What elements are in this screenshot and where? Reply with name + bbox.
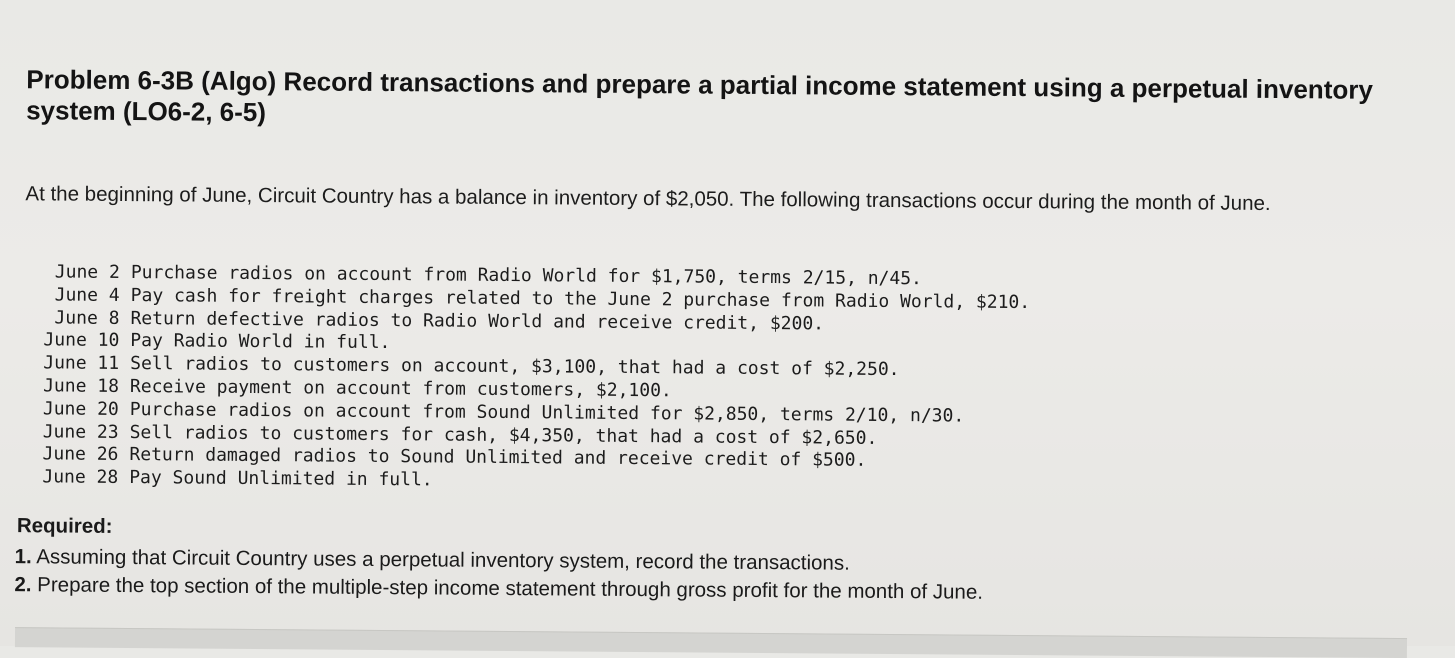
transaction-description: Return damaged radios to Sound Unlimited and receive credit of $500. bbox=[129, 444, 867, 472]
transaction-date: June 2 bbox=[54, 261, 120, 283]
transaction-description: Sell radios to customers for cash, $4,350, that had a cost of $2,650. bbox=[129, 421, 878, 449]
transaction-date: June 20 bbox=[42, 398, 119, 420]
transaction-date: June 23 bbox=[42, 420, 119, 443]
transaction-date: June 26 bbox=[42, 443, 119, 466]
transaction-date: June 18 bbox=[43, 375, 120, 397]
requirements-list bbox=[14, 543, 983, 607]
problem-intro: At the beginning of June, Circuit Country has a balance in inventory of $2,050. The following transactions occur during the month of June. bbox=[25, 182, 1271, 215]
required-heading: Required: bbox=[16, 514, 113, 538]
transaction-description: Purchase radios on account from Radio World for $1,750, terms 2/15, n/45. bbox=[130, 262, 923, 290]
requirement-text: Assuming that Circuit Country uses a perpetual inventory system, record the transactions. bbox=[36, 545, 850, 575]
answer-panel-edge bbox=[15, 627, 1407, 658]
transaction-date: June 8 bbox=[54, 307, 120, 329]
transaction-description: Pay cash for freight charges related to the June 2 purchase from Radio World, $210. bbox=[130, 284, 1031, 313]
requirement-number: 2. bbox=[14, 573, 32, 597]
transaction-description: Return defective radios to Radio World and receive credit, $200. bbox=[130, 307, 825, 335]
transaction-list bbox=[16, 261, 1030, 497]
transaction-description: Receive payment on account from customers, $2,100. bbox=[129, 376, 672, 402]
transaction-date: June 28 bbox=[42, 466, 119, 489]
transaction-description: Pay Radio World in full. bbox=[130, 330, 391, 354]
transaction-description: Purchase radios on account from Sound Unlimited for $2,850, terms 2/10, n/30. bbox=[129, 398, 965, 427]
transaction-date: June 10 bbox=[43, 329, 120, 352]
problem-title: Problem 6-3B (Algo) Record transactions and prepare a partial income statement using a perpetual inventory system (LO6-2, 6-5) bbox=[26, 64, 1374, 128]
transaction-date: June 4 bbox=[54, 284, 120, 306]
transaction-date: June 11 bbox=[43, 352, 120, 375]
requirement-number: 1. bbox=[14, 545, 32, 569]
requirement-text: Prepare the top section of the multiple-step income statement through gross profit for the month of June. bbox=[37, 573, 984, 604]
transaction-description: Pay Sound Unlimited in full. bbox=[129, 467, 433, 491]
transaction-description: Sell radios to customers on account, $3,100, that had a cost of $2,250. bbox=[130, 353, 900, 381]
